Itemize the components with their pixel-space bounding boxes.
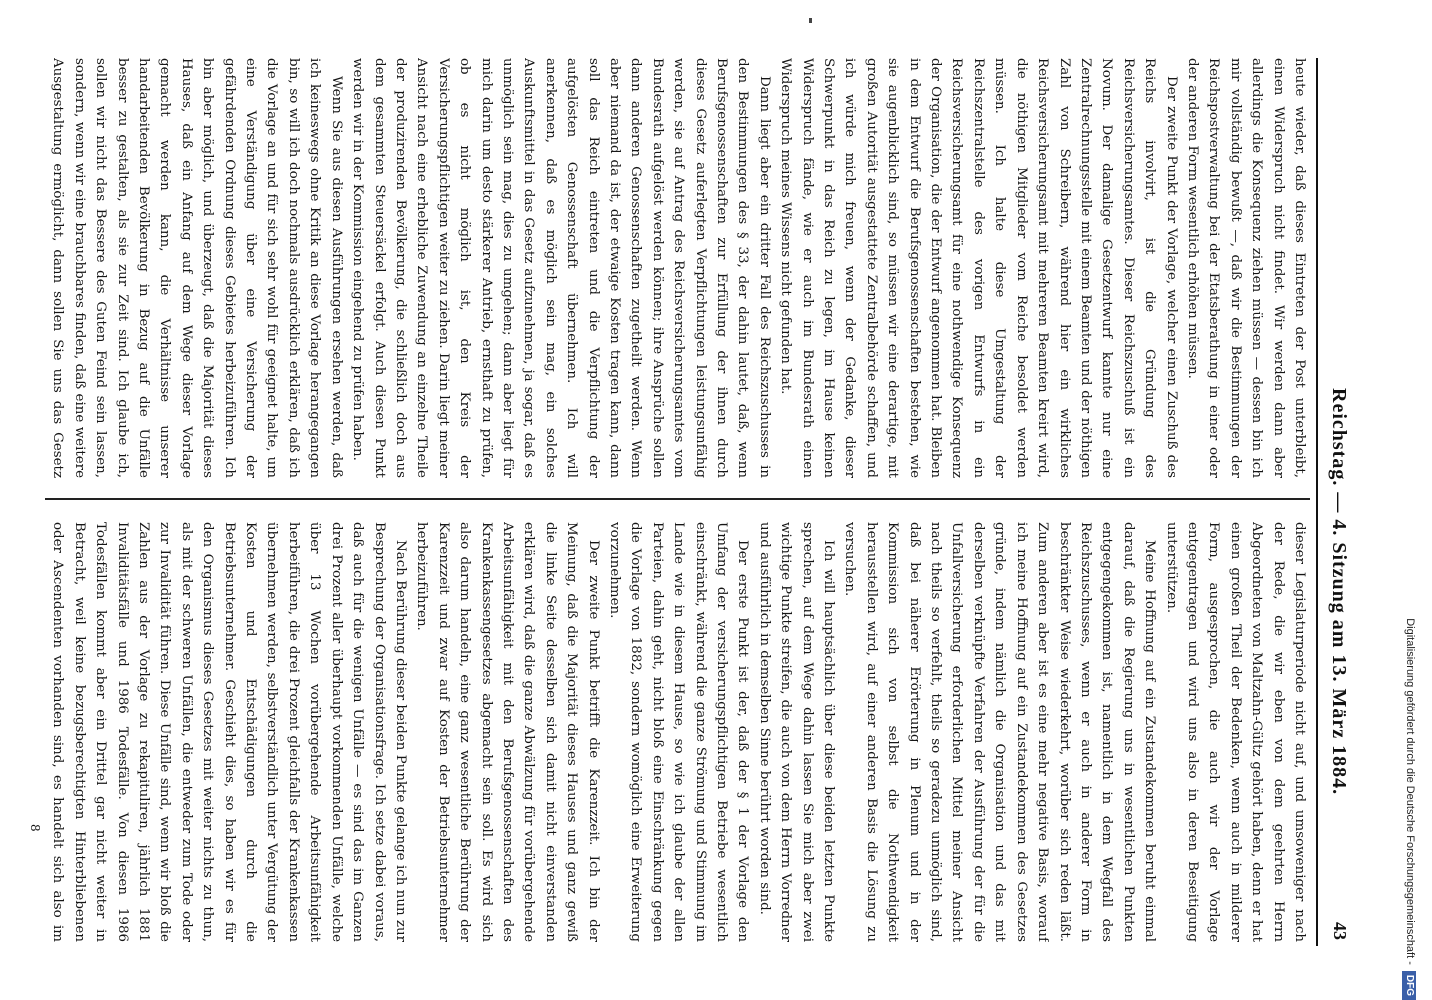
page-number: 43 bbox=[1330, 922, 1350, 940]
paragraph: Nach Berührung dieser beiden Punkte gelange ich nun zur Besprechung der Organisationsfrage. Ich setze dabei voraus, daß auch für die wenigen Unfälle — es sind das im Ganzen drei Prozent aller überhaupt vorkommenden Unfälle, welche über 13 Wochen vorübergehende Arbeitsunfähigkeit herbeiführen, die drei Prozent gleichfalls der Krankenkassen übernehmen werden, selbstverständlich unter Vergütung der Kosten und Entschädigungen durch die Betriebsunternehmer. Geschieht dies, so haben wir es für den Organismus dieses Gesetzes mit weiter nichts zu thun, als mit der schweren Unfällen, die entweder zum Tode oder zur Invalidität führen. Diese Unfälle sind, wenn wir bloß die Zahlen aus der Vorlage zu rekapituliren, jährlich 1881 Invaliditätsfälle und 1986 Todesfälle. Von diesen 1986 Todesfällen kommt aber ein Drittel gar nicht weiter in Betracht, weil keine bezugsberechtigten Hinterbliebenen oder Ascendenten vorhanden sind, es handelt sich also im bbox=[50, 522, 408, 942]
column-divider bbox=[45, 498, 1310, 500]
paragraph: dieser Legislaturperiode nicht auf, und umsoweniger nach der Rede, die wir eben von dem geehrten Herrn Abgeordneten von Maltzahn-Gültz gehört haben, denn er hat einen großen Theil der Bedenken, wenn auch in milderer Form, ausgesprochen, die auch wir der Vorlage entgegentragen und wird uns also in deren Beseitigung unterstützen. bbox=[1163, 522, 1307, 942]
paragraph: Der erste Punkt ist der, daß der § 1 der Vorlage den Umfang der versicherungspflichtigen Betriebe wesentlich einschränkt, während die ganze Strömung und Stimmung im Lande wie in diesem Hause, so wie ich glaube der allen Parteien, dahin geht, nicht bloß eine Einschränkung gegen die Vorlage von 1882, sondern womöglich eine Erweiterung vorzunehmen. bbox=[607, 522, 751, 942]
paragraph: Der zweite Punkt der Vorlage, welcher einen Zuschuß des Reichs involvirt, ist die Gründung des Reichsversicherungsamtes. Dieser Reichszuschuß ist ein Novum. Der damalige Gesetzentwurf kannte nur eine Zentralrechnungsstelle mit einem Beamten und der nöthigen Zahl von Schreibern, während hier ein wirkliches Reichsversicherungsamt mit mehreren Beamten kreirt wird, die nöthigen Mitglieder vom Reiche besoldet werden müssen. Ich halte diese Umgestaltung der Reichszentralstelle des vorigen Entwurfs in ein Reichsversicherungsamt für eine nothwendige Konsequenz der Organisation, die der Entwurf angenommen hat. Bleiben in dem Entwurf die Berufsgenossenschaften bestehen, wie sie augenblicklich sind, so müssen wir eine derartige, mit großen Autorität ausgestattete Zentralbehörde schaffen, und ich würde mich freuen, wenn der Gedanke, dieser Schwerpunkt in das Reich zu legen, im Hause keinen Widerspruch fände, wie er auch im Bundesrath einen Widerspruch meines Wissens nicht gefunden hat. bbox=[778, 58, 1179, 478]
left-column bbox=[45, 58, 1310, 478]
signature-mark: 8 bbox=[28, 824, 42, 832]
digitization-note bbox=[1400, 0, 1416, 1000]
paragraph: heute wieder, daß dieses Eintreten der Post unterbleibt, einen Widerspruch nicht findet. Wir werden dann aber allerdings die Konsequenz ziehen müssen — dessen bin ich mir vollständig bewußt —, daß wir die Bestimmungen der Reichspostverwaltung bei der Etatsberathung in einer oder der anderen Form wesentlich erhöhen müssen. bbox=[1184, 58, 1307, 478]
paragraph: Meine Hoffnung auf ein Zustandekommen beruht einmal darauf, daß die Regierung uns in wesentlichen Punkten entgegengekommen ist, namentlich in dem Wegfall des Reichszuschusses, wenn er auch in anderer Form in beschränkter Weise wiederkehrt, worüber sich reden läßt. Zum anderen aber ist es eine mehr negative Basis, worauf ich meine Hoffnung auf ein Zustandekommen des Gesetzes gründe, indem nämlich die Organisation und das mit derselben verknüpfte Verfahren der Ausführung der für die Unfallversicherung erforderlichen Mittel meiner Ansicht nach theils so verfehlt, theils so geradezu unmöglich sind, daß bei näherer Erörterung in Plenum und in der Kommission sich von selbst die Nothwendigkeit herausstellen wird, auf einer anderen Basis die Lösung zu versuchen. bbox=[842, 522, 1158, 942]
digitization-text: Digitalisierung gefördert durch die Deutsche Forschungsgemeinschaft - bbox=[1404, 618, 1416, 965]
page-header bbox=[1316, 58, 1358, 946]
header-title: Reichstag. — 4. Sitzung am 13. März 1884. bbox=[1328, 388, 1350, 796]
paragraph: Der zweite Punkt betrifft die Karenzzeit. Ich bin der Meinung, daß die Majorität dieses Hauses und ganz gewiß die linke Seite desselben sich damit nicht einverstanden erklären wird, daß die ganze Abwälzung für vorübergehende Arbeitsunfähigkeit mit den Berufsgenossenschaften des Krankenkassengesetzes abgemacht sein soll. Es wird sich also darum handeln, eine ganz wesentliche Berührung der Karenzzeit und zwar auf Kosten der Betriebsunternehmer herbeizuführen. bbox=[414, 522, 601, 942]
scan-speck bbox=[809, 18, 812, 23]
paragraph: Dann liegt aber ein dritter Fall des Reichszuschusses in den Bestimmungen des § 33, der dahin lautet, daß, wenn Berufsgenossenschaften zur Erfüllung der ihnen durch dieses Gesetz auferlegten Verpflichtungen leistungsunfähig werden, sie auf Antrag des Reichsversicherungsamtes vom Bundesrath aufgelöst werden können; ihre Ansprüche sollen dann anderen Genossenschaften zugetheilt werden. Wenn aber niemand da ist, der etwaige Kosten tragen kann, dann soll das Reich eintreten und die Verpflichtung der aufgelösten Genossenschaft übernehmen. Ich will anerkennen, daß es möglich sein mag, ein solches Auskunftsmittel in das Gesetz aufzunehmen, ja sogar, daß es unmöglich sein mag, dies zu umgehen; dann aber liegt für mich darin um desto stärkerer Antrieb, ernsthaft zu prüfen, ob es nicht möglich ist, den Kreis der Versicherungspflichtigen weiter zu ziehen. Darin liegt meiner Ansicht nach eine erhebliche Zuwendung an einzelne Theile der produzirenden Bevölkerung, die schließlich doch aus dem gesammten Steuersäckel erfolgt. Auch diesen Punkt werden wir in der Kommission eingehend zu prüfen haben. bbox=[350, 58, 772, 478]
paragraph: Ich will hauptsächlich über diese beiden letzten Punkte sprechen, auf dem Wege dahin lassen Sie mich aber zwei wichtige Punkte streifen, die auch von dem Herrn Vorredner und ausführlich in demselben Sinne berührt worden sind. bbox=[756, 522, 837, 942]
paragraph: Wenn Sie aus diesen Ausführungen ersehen werden, daß ich keineswegs ohne Kritik an diese Vorlage herangegangen bin, so will ich doch nochmals ausdrücklich erklären, daß ich die Vorlage an und für sich sehr wohl für geeignet halte, um eine Verständigung über eine Versicherung der gefährdenden Ordnung dieses Gebietes herbeizuführen. Ich bin aber möglich, und überzeugt, daß die Majorität dieses Hauses, daß ein Anfang auf dem Wege dieser Vorlage gemacht werden kann, die Verhältnisse unserer handarbeitenden Bevölkerung in Bezug auf die Unfälle besser zu gestalten, als sie zur Zeit sind. Ich glaube ich, sollen wir nicht das Bessere des Guten Feind sein lassen, sondern, wenn wir eine brauchbares finden, daß eine weitere Ausgestaltung ermöglicht, dann sollen Sie uns das Gesetz bbox=[50, 58, 344, 478]
right-column bbox=[45, 522, 1310, 942]
dfg-logo: DFG bbox=[1402, 971, 1416, 1000]
